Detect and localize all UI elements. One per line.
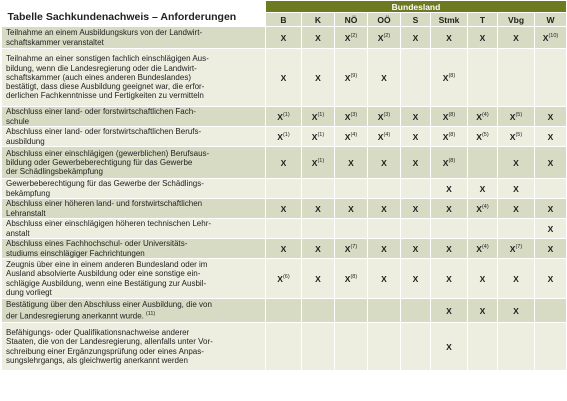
check-mark: X (344, 72, 351, 83)
table-row (2, 27, 567, 49)
cell-b (266, 259, 302, 299)
row-description-text: Abschluss eines Fachhochschul- oder Universitäts- studiums einschlägiger Fachrichtungen (6, 239, 188, 258)
cell-t (468, 323, 498, 371)
table-row (2, 299, 567, 323)
cell-s (401, 239, 431, 259)
cell-w (535, 299, 567, 323)
check-mark: X (547, 157, 554, 168)
cell-b (266, 127, 302, 147)
cell-b (266, 147, 302, 179)
cell-ooe (368, 323, 401, 371)
cell-b (266, 299, 302, 323)
check-mark: X (280, 243, 287, 254)
cell-s (401, 259, 431, 299)
check-mark: X (479, 305, 486, 316)
footnote-marker: (2) (350, 32, 358, 39)
footnote-marker: (8) (448, 72, 456, 79)
cell-stmk (431, 299, 468, 323)
check-mark: X (381, 72, 387, 83)
check-mark: X (280, 72, 287, 83)
check-mark: X (344, 131, 351, 142)
cell-s (401, 147, 431, 179)
check-mark: X (311, 157, 318, 168)
cell-k (302, 147, 335, 179)
check-mark: X (513, 32, 519, 43)
cell-noe (335, 219, 368, 239)
cell-ooe (368, 239, 401, 259)
cell-b (266, 219, 302, 239)
check-mark: X (547, 111, 554, 122)
check-mark: X (446, 305, 452, 316)
cell-vbg (498, 107, 535, 127)
group-header: Bundesland (266, 1, 567, 13)
cell-s (401, 323, 431, 371)
check-mark: X (542, 32, 549, 43)
cell-vbg (498, 323, 535, 371)
row-description-text: Befähigungs- oder Qualifikationsnachweise anderer Staaten, die von der Landesregierung, allenfalls unter Vor- schreibung einer Ergänzungsprüfung oder eines Anpas- sungslehrgangs, als gleichwertig anerkannt werden (6, 327, 213, 365)
check-mark: X (446, 341, 452, 352)
check-mark: X (442, 131, 449, 142)
cell-stmk (431, 49, 468, 107)
cell-k (302, 259, 335, 299)
footnote-marker: (8) (448, 131, 456, 138)
cell-b (266, 27, 302, 49)
check-mark: X (381, 273, 387, 284)
cell-noe (335, 239, 368, 259)
check-mark: X (381, 243, 387, 254)
check-mark: X (344, 243, 351, 254)
footnote-marker: (1) (317, 157, 325, 164)
check-mark: X (277, 111, 283, 122)
footnote-marker: (4) (481, 203, 489, 210)
check-mark: X (509, 131, 516, 142)
check-mark: X (446, 183, 452, 194)
cell-s (401, 199, 431, 219)
row-description-text: Teilnahme an einem Ausbildungskurs von der Landwirt- schaftskammer veranstaltet (6, 28, 203, 47)
cell-noe (335, 49, 368, 107)
check-mark: X (547, 243, 554, 254)
cell-stmk (431, 179, 468, 199)
cell-t (468, 147, 498, 179)
requirements-table (1, 0, 567, 371)
footnote-marker: (8) (448, 111, 456, 118)
cell-b (266, 49, 302, 107)
footnote-marker: (1) (282, 131, 290, 138)
cell-k (302, 323, 335, 371)
check-mark: X (344, 111, 351, 122)
cell-w (535, 219, 567, 239)
cell-vbg (498, 147, 535, 179)
cell-s (401, 27, 431, 49)
cell-ooe (368, 179, 401, 199)
row-description-text: Zeugnis über eine in einem anderen Bundesland oder im Ausland absolvierte Ausbildung oder eine sonstige ein- schlägige Ausbildung, wenn eine Bestätigung zur Ausbil- dung vorliegt (6, 259, 208, 297)
column-header: T (468, 13, 498, 27)
footnote-marker: (8) (448, 157, 456, 164)
check-mark: X (476, 203, 482, 214)
footnote-marker: (2) (383, 32, 391, 39)
footnote-marker: (4) (383, 131, 391, 138)
table-row (2, 219, 567, 239)
column-header: B (266, 13, 302, 27)
row-description (2, 147, 266, 179)
row-description (2, 27, 266, 49)
cell-ooe (368, 27, 401, 49)
check-mark: X (509, 111, 516, 122)
cell-stmk (431, 147, 468, 179)
cell-vbg (498, 179, 535, 199)
cell-w (535, 127, 567, 147)
cell-vbg (498, 49, 535, 107)
cell-vbg (498, 27, 535, 49)
cell-t (468, 49, 498, 107)
cell-ooe (368, 219, 401, 239)
check-mark: X (513, 273, 519, 284)
cell-ooe (368, 49, 401, 107)
footnote-marker: (11) (145, 310, 156, 317)
check-mark: X (412, 203, 419, 214)
check-mark: X (280, 32, 287, 43)
cell-w (535, 27, 567, 49)
cell-stmk (431, 323, 468, 371)
cell-noe (335, 323, 368, 371)
footnote-marker: (4) (481, 243, 489, 250)
check-mark: X (381, 157, 387, 168)
cell-s (401, 49, 431, 107)
cell-k (302, 299, 335, 323)
check-mark: X (446, 273, 452, 284)
cell-k (302, 219, 335, 239)
cell-t (468, 259, 498, 299)
cell-k (302, 179, 335, 199)
row-description (2, 219, 266, 239)
check-mark: X (315, 32, 321, 43)
row-description (2, 239, 266, 259)
check-mark: X (377, 111, 384, 122)
check-mark: X (513, 305, 519, 316)
row-description (2, 199, 266, 219)
column-header: K (302, 13, 335, 27)
check-mark: X (277, 273, 283, 284)
table-row (2, 179, 567, 199)
check-mark: X (412, 157, 419, 168)
row-description-text: Abschluss einer höheren land- und forstwirtschaftlichen Lehranstalt (6, 199, 203, 218)
row-description-text: Abschluss einer einschlägigen (gewerblichen) Berufsaus- bildung oder Gewerbeberechtigung für das Gewerbe der Schädlingsbekämpfung (6, 148, 210, 177)
table-row (2, 323, 567, 371)
cell-k (302, 239, 335, 259)
footnote-marker: (7) (350, 243, 358, 250)
table-title: Tabelle Sachkundenachweis – Anforderungen (2, 1, 266, 27)
row-description (2, 127, 266, 147)
check-mark: X (348, 157, 354, 168)
footnote-marker: (5) (515, 131, 523, 138)
cell-b (266, 323, 302, 371)
cell-s (401, 127, 431, 147)
row-description (2, 49, 266, 107)
check-mark: X (344, 32, 351, 43)
check-mark: X (509, 243, 516, 254)
cell-ooe (368, 259, 401, 299)
cell-k (302, 107, 335, 127)
cell-w (535, 259, 567, 299)
check-mark: X (513, 157, 519, 168)
table-row (2, 239, 567, 259)
table-row (2, 127, 567, 147)
check-mark: X (412, 131, 419, 142)
check-mark: X (547, 223, 554, 234)
cell-k (302, 27, 335, 49)
check-mark: X (476, 111, 482, 122)
check-mark: X (446, 32, 452, 43)
check-mark: X (315, 72, 321, 83)
cell-w (535, 199, 567, 219)
row-description-text: Abschluss einer einschlägigen höheren technischen Lehr- anstalt (6, 219, 212, 238)
cell-t (468, 299, 498, 323)
check-mark: X (377, 131, 384, 142)
cell-vbg (498, 199, 535, 219)
cell-vbg (498, 239, 535, 259)
cell-w (535, 323, 567, 371)
cell-b (266, 199, 302, 219)
footnote-marker: (6) (282, 273, 290, 280)
check-mark: X (344, 273, 351, 284)
cell-stmk (431, 259, 468, 299)
check-mark: X (479, 273, 486, 284)
check-mark: X (315, 243, 321, 254)
footnote-marker: (1) (282, 111, 290, 118)
cell-t (468, 219, 498, 239)
check-mark: X (513, 183, 519, 194)
row-description-text: Gewerbeberechtigung für das Gewerbe der Schädlings- bekämpfung (6, 179, 204, 198)
check-mark: X (381, 203, 387, 214)
row-description-text: Teilnahme an einer sonstigen fachlich einschlägigen Aus- bildung, wenn die Landesregierung oder die Landwirt- schaftskammer (auch eines anderen Bundeslandes) bestätigt, dass diese Ausbildung geeignet war, die erfor- derlichen Fachkenntnisse und Fertigkeiten zu vermitteln (6, 54, 209, 101)
cell-noe (335, 199, 368, 219)
check-mark: X (547, 273, 554, 284)
check-mark: X (315, 203, 321, 214)
row-description-text: Bestätigung über den Abschluss einer Ausbildung, die von der Landesregierung anerkannt wurde. (6, 300, 212, 321)
check-mark: X (476, 131, 482, 142)
cell-noe (335, 107, 368, 127)
cell-k (302, 127, 335, 147)
cell-s (401, 179, 431, 199)
check-mark: X (412, 273, 419, 284)
cell-stmk (431, 199, 468, 219)
footnote-marker: (9) (350, 72, 358, 79)
footnote-marker: (7) (515, 243, 523, 250)
cell-stmk (431, 27, 468, 49)
check-mark: X (547, 203, 554, 214)
cell-noe (335, 259, 368, 299)
footnote-marker: (1) (317, 111, 325, 118)
check-mark: X (412, 111, 419, 122)
cell-w (535, 147, 567, 179)
cell-s (401, 299, 431, 323)
row-description (2, 107, 266, 127)
footnote-marker: (1) (317, 131, 325, 138)
cell-b (266, 179, 302, 199)
check-mark: X (377, 32, 384, 43)
cell-w (535, 49, 567, 107)
check-mark: X (442, 111, 449, 122)
check-mark: X (547, 131, 554, 142)
column-header: W (535, 13, 567, 27)
cell-stmk (431, 239, 468, 259)
cell-noe (335, 27, 368, 49)
cell-w (535, 239, 567, 259)
check-mark: X (277, 131, 283, 142)
check-mark: X (479, 32, 486, 43)
cell-vbg (498, 219, 535, 239)
cell-ooe (368, 147, 401, 179)
cell-t (468, 107, 498, 127)
footnote-marker: (4) (350, 131, 358, 138)
check-mark: X (476, 243, 482, 254)
check-mark: X (412, 243, 419, 254)
cell-t (468, 199, 498, 219)
check-mark: X (513, 203, 519, 214)
check-mark: X (280, 203, 287, 214)
table-row (2, 147, 567, 179)
cell-b (266, 107, 302, 127)
footnote-marker: (3) (383, 111, 391, 118)
cell-noe (335, 299, 368, 323)
cell-noe (335, 127, 368, 147)
footnote-marker: (5) (515, 111, 523, 118)
cell-w (535, 107, 567, 127)
cell-stmk (431, 219, 468, 239)
check-mark: X (315, 273, 321, 284)
check-mark: X (412, 32, 419, 43)
check-mark: X (446, 243, 452, 254)
row-description (2, 259, 266, 299)
check-mark: X (446, 203, 452, 214)
check-mark: X (442, 157, 449, 168)
row-description-text: Abschluss einer land- oder forstwirtschaftlichen Berufs- ausbildung (6, 127, 202, 146)
cell-vbg (498, 127, 535, 147)
cell-vbg (498, 299, 535, 323)
row-description (2, 323, 266, 371)
cell-ooe (368, 107, 401, 127)
table-row (2, 259, 567, 299)
footnote-marker: (8) (350, 273, 358, 280)
cell-ooe (368, 299, 401, 323)
column-header: OÖ (368, 13, 401, 27)
check-mark: X (280, 157, 287, 168)
check-mark: X (348, 203, 354, 214)
table-row (2, 199, 567, 219)
cell-vbg (498, 259, 535, 299)
footnote-marker: (4) (481, 111, 489, 118)
cell-noe (335, 147, 368, 179)
column-header: Vbg (498, 13, 535, 27)
check-mark: X (442, 72, 449, 83)
cell-s (401, 219, 431, 239)
check-mark: X (479, 183, 486, 194)
cell-k (302, 199, 335, 219)
footnote-marker: (5) (481, 131, 489, 138)
cell-b (266, 239, 302, 259)
column-header: Stmk (431, 13, 468, 27)
column-header: S (401, 13, 431, 27)
cell-t (468, 179, 498, 199)
cell-t (468, 239, 498, 259)
cell-noe (335, 179, 368, 199)
column-header: NÖ (335, 13, 368, 27)
cell-stmk (431, 107, 468, 127)
table-row (2, 49, 567, 107)
table-row (2, 107, 567, 127)
cell-ooe (368, 127, 401, 147)
cell-t (468, 27, 498, 49)
cell-ooe (368, 199, 401, 219)
footnote-marker: (10) (548, 32, 559, 39)
row-description-text: Abschluss einer land- oder forstwirtschaftlichen Fach- schule (6, 107, 196, 126)
cell-w (535, 179, 567, 199)
cell-stmk (431, 127, 468, 147)
check-mark: X (311, 111, 318, 122)
cell-s (401, 107, 431, 127)
row-description (2, 299, 266, 323)
row-description (2, 179, 266, 199)
cell-t (468, 127, 498, 147)
footnote-marker: (3) (350, 111, 358, 118)
check-mark: X (311, 131, 318, 142)
cell-k (302, 49, 335, 107)
